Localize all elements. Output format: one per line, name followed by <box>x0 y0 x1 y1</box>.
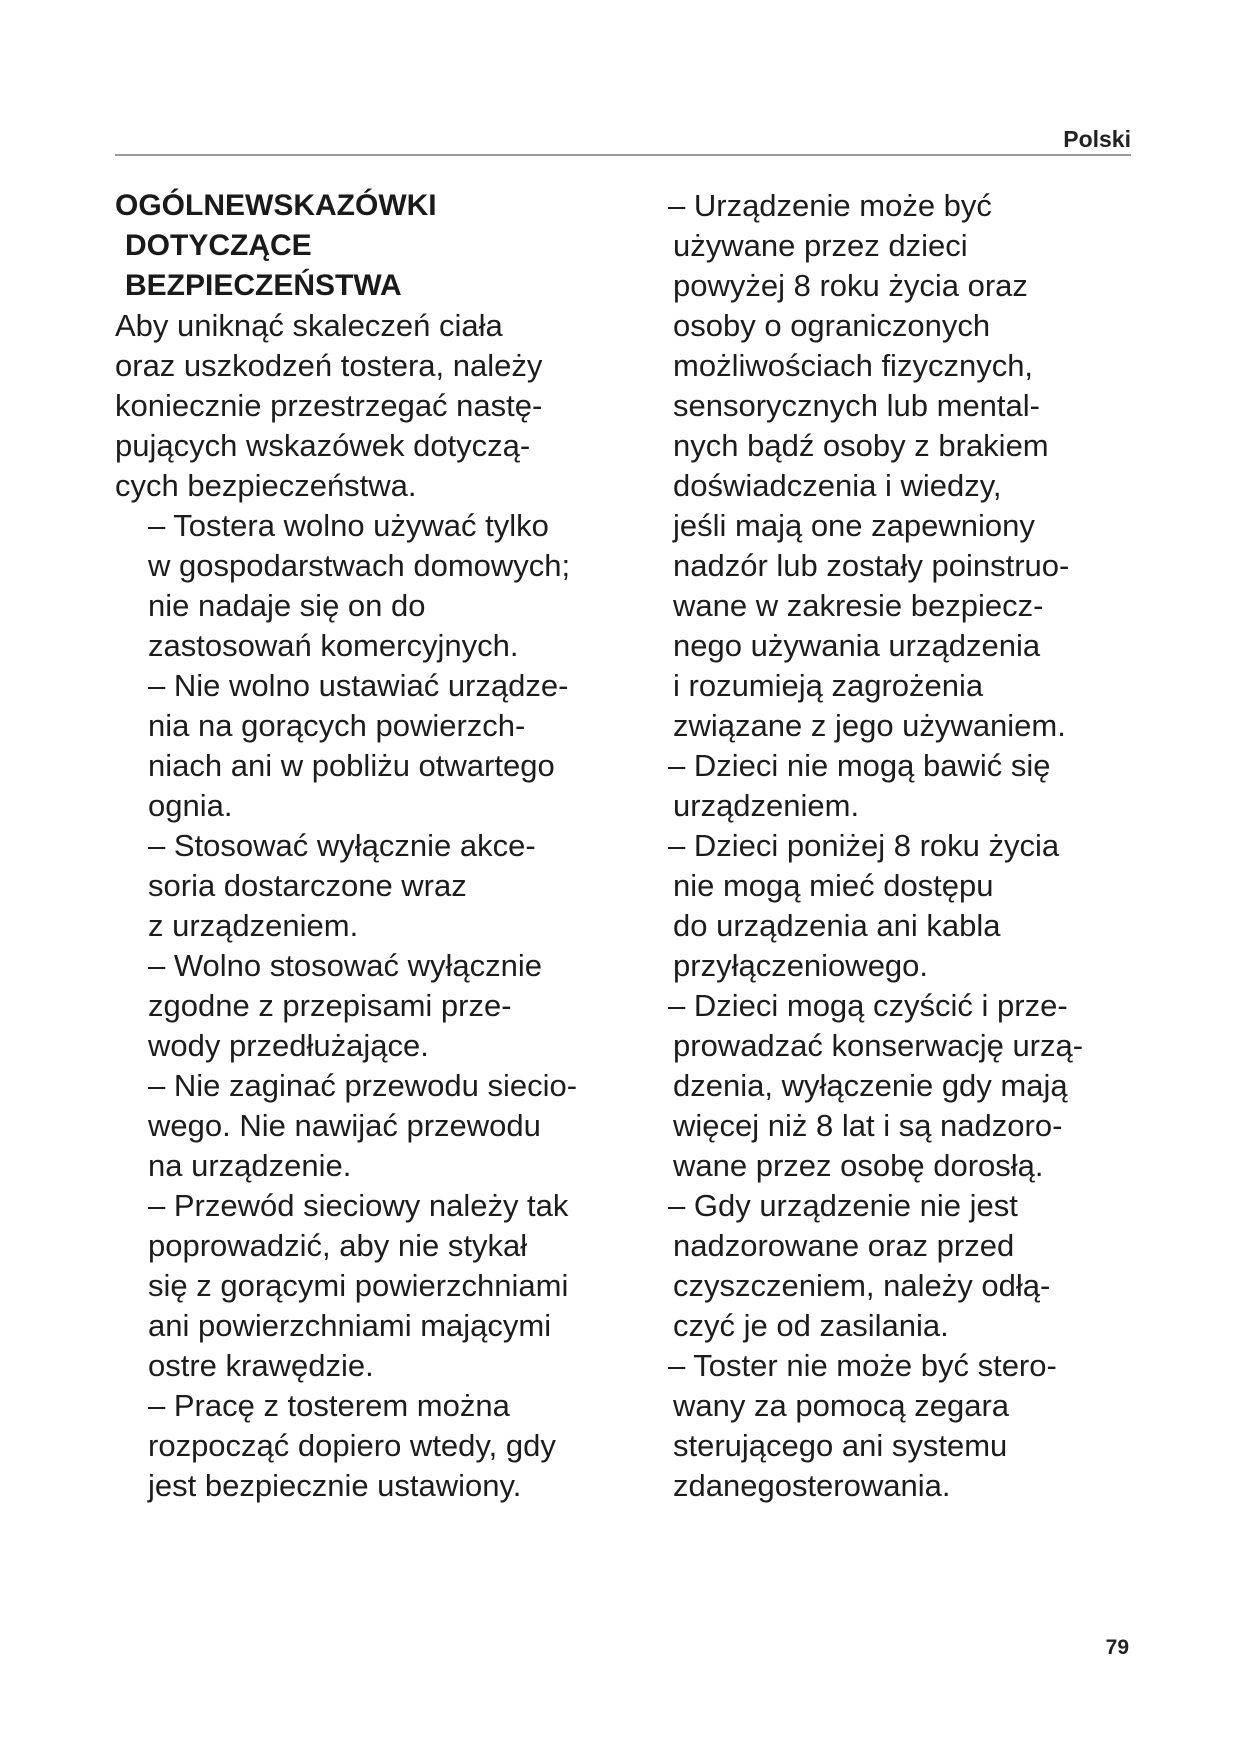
intro-line: oraz uszkodzeń tostera, należy <box>115 348 543 383</box>
bullet-line: nego używania urządzenia <box>673 628 1041 663</box>
bullet-line: się z gorącymi powierzchniami <box>148 1268 569 1303</box>
bullet-line: nie mogą mieć dostępu <box>673 868 994 903</box>
bullet-line: – Toster nie może być stero- <box>668 1348 1057 1383</box>
bullet-line: prowadzać konserwację urzą- <box>673 1028 1084 1063</box>
bullet-line: – Dzieci poniżej 8 roku życia <box>668 828 1060 863</box>
bullet-line: zastosowań komercyjnych. <box>148 628 519 663</box>
bullet-line: ostre krawędzie. <box>148 1348 374 1383</box>
bullet-line: – Nie wolno ustawiać urządze- <box>148 668 569 703</box>
bullet-line: przyłączeniowego. <box>673 948 929 983</box>
bullet-line: urządzeniem. <box>673 788 860 823</box>
bullet-line: jest bezpiecznie ustawiony. <box>148 1468 522 1503</box>
bullet-line: – Dzieci nie mogą bawić się <box>668 748 1051 783</box>
intro-line: cych bezpieczeństwa. <box>115 468 417 503</box>
bullet-line: rozpocząć dopiero wtedy, gdy <box>148 1428 556 1463</box>
bullet-line: wane w zakresie bezpiecz- <box>673 588 1044 623</box>
bullet-line: i rozumieją zagrożenia <box>673 668 984 703</box>
bullet-line: doświadczenia i wiedzy, <box>673 468 1002 503</box>
bullet-line: nia na gorących powierzch- <box>148 708 526 743</box>
bullet-line: związane z jego używaniem. <box>673 708 1066 743</box>
bullet-line: wane przez osobę dorosłą. <box>673 1148 1044 1183</box>
bullet-line: wody przedłużające. <box>148 1028 429 1063</box>
bullet-line: – Nie zaginać przewodu siecio- <box>148 1068 578 1103</box>
bullet-line: poprowadzić, aby nie stykał <box>148 1228 528 1263</box>
bullet-line: – Tostera wolno używać tylko <box>148 508 549 543</box>
bullet-line: – Wolno stosować wyłącznie <box>148 948 542 983</box>
bullet-line: wego. Nie nawijać przewodu <box>148 1108 541 1143</box>
bullet-line: – Urządzenie może być <box>668 188 992 223</box>
intro-line: Aby uniknąć skaleczeń ciała <box>115 308 503 343</box>
left-column <box>115 186 635 1506</box>
bullet-line: z urządzeniem. <box>148 908 359 943</box>
bullet-line: soria dostarczone wraz <box>148 868 467 903</box>
bullet-line: – Dzieci mogą czyścić i prze- <box>668 988 1068 1023</box>
bullet-line: sensorycznych lub mental- <box>673 388 1040 423</box>
bullet-line: dzenia, wyłączenie gdy mają <box>673 1068 1068 1103</box>
bullet-line: – Przewód sieciowy należy tak <box>148 1188 569 1223</box>
bullet-line: nych bądź osoby z brakiem <box>673 428 1049 463</box>
bullet-line: osoby o ograniczonych <box>673 308 991 343</box>
bullet-line: – Pracę z tosterem można <box>148 1388 510 1423</box>
bullet-line: więcej niż 8 lat i są nadzoro- <box>673 1108 1063 1143</box>
bullet-line: czyszczeniem, należy odłą- <box>673 1268 1051 1303</box>
bullet-line: sterującego ani systemu <box>673 1428 1008 1463</box>
header-language: Polski <box>1063 126 1131 152</box>
intro-line: koniecznie przestrzegać nastę- <box>115 388 543 423</box>
bullet-line: ognia. <box>148 788 233 823</box>
bullet-line: w gospodarstwach domowych; <box>148 548 571 583</box>
bullet-line: na urządzenie. <box>148 1148 352 1183</box>
bullet-line: zgodne z przepisami prze- <box>148 988 512 1023</box>
bullet-line: nie nadaje się on do <box>148 588 426 623</box>
bullet-line: niach ani w pobliżu otwartego <box>148 748 555 783</box>
bullet-line: wany za pomocą zegara <box>673 1388 1010 1423</box>
bullet-line: jeśli mają one zapewniony <box>673 508 1035 543</box>
bullet-line: nadzorowane oraz przed <box>673 1228 1015 1263</box>
bullet-line: – Stosować wyłącznie akce- <box>148 828 536 863</box>
bullet-line: używane przez dzieci <box>673 228 968 263</box>
bullet-line: zdanegosterowania. <box>673 1468 951 1503</box>
bullet-line: – Gdy urządzenie nie jest <box>668 1188 1018 1223</box>
bullet-line: ani powierzchniami mającymi <box>148 1308 552 1343</box>
section-title-line: OGÓLNEWSKAZÓWKI <box>115 189 437 222</box>
intro-line: pujących wskazówek dotyczą- <box>115 428 531 463</box>
bullet-line: możliwościach fizycznych, <box>673 348 1034 383</box>
header-divider <box>115 154 1131 156</box>
bullet-line: czyć je od zasilania. <box>673 1308 949 1343</box>
bullet-line: do urządzenia ani kabla <box>673 908 1001 943</box>
bullet-line: nadzór lub zostały poinstruo- <box>673 548 1070 583</box>
section-title-line: DOTYCZĄCE <box>125 229 312 262</box>
section-title-line: BEZPIECZEŃSTWA <box>125 269 402 302</box>
page-number: 79 <box>1105 1636 1129 1659</box>
bullet-line: powyżej 8 roku życia oraz <box>673 268 1028 303</box>
right-column <box>668 186 1138 1506</box>
